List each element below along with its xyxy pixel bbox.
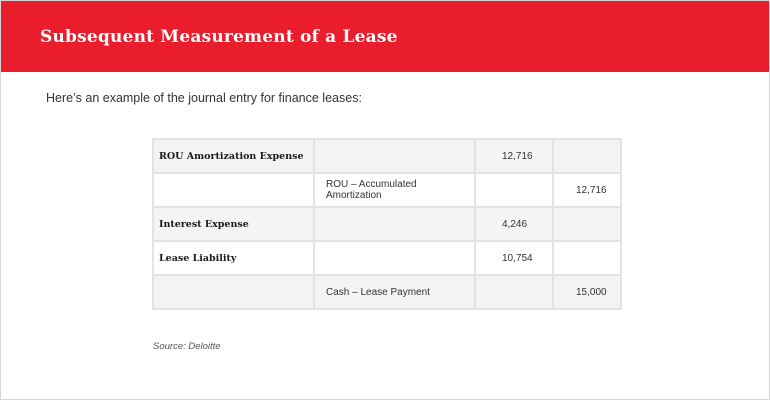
journal-entry-table xyxy=(152,138,622,310)
description-cell: Cash – Lease Payment xyxy=(314,275,475,309)
source-caption: Source: Deloitte xyxy=(153,341,221,352)
account-label: Interest Expense xyxy=(159,218,249,230)
credit-cell: 12,716 xyxy=(553,173,621,207)
header-banner xyxy=(1,1,769,72)
account-cell xyxy=(153,173,314,207)
description-cell xyxy=(314,241,475,275)
table-row xyxy=(153,241,621,275)
debit-cell xyxy=(475,275,553,309)
debit-cell: 12,716 xyxy=(475,139,553,173)
credit-cell xyxy=(553,139,621,173)
description-cell xyxy=(314,207,475,241)
credit-cell xyxy=(553,207,621,241)
table-row xyxy=(153,207,621,241)
description-cell: ROU – Accumulated Amortization xyxy=(314,173,475,207)
table-row xyxy=(153,139,621,173)
table-row xyxy=(153,275,621,309)
credit-cell: 15,000 xyxy=(553,275,621,309)
intro-text: Here’s an example of the journal entry for finance leases: xyxy=(46,91,362,105)
account-cell xyxy=(153,275,314,309)
account-label: Lease Liability xyxy=(159,252,237,264)
debit-cell: 10,754 xyxy=(475,241,553,275)
account-label: ROU Amortization Expense xyxy=(159,150,304,162)
account-cell xyxy=(153,241,314,275)
account-cell xyxy=(153,139,314,173)
account-cell xyxy=(153,207,314,241)
credit-cell xyxy=(553,241,621,275)
page-title: Subsequent Measurement of a Lease xyxy=(40,26,398,47)
description-cell xyxy=(314,139,475,173)
table-row xyxy=(153,173,621,207)
debit-cell xyxy=(475,173,553,207)
debit-cell: 4,246 xyxy=(475,207,553,241)
